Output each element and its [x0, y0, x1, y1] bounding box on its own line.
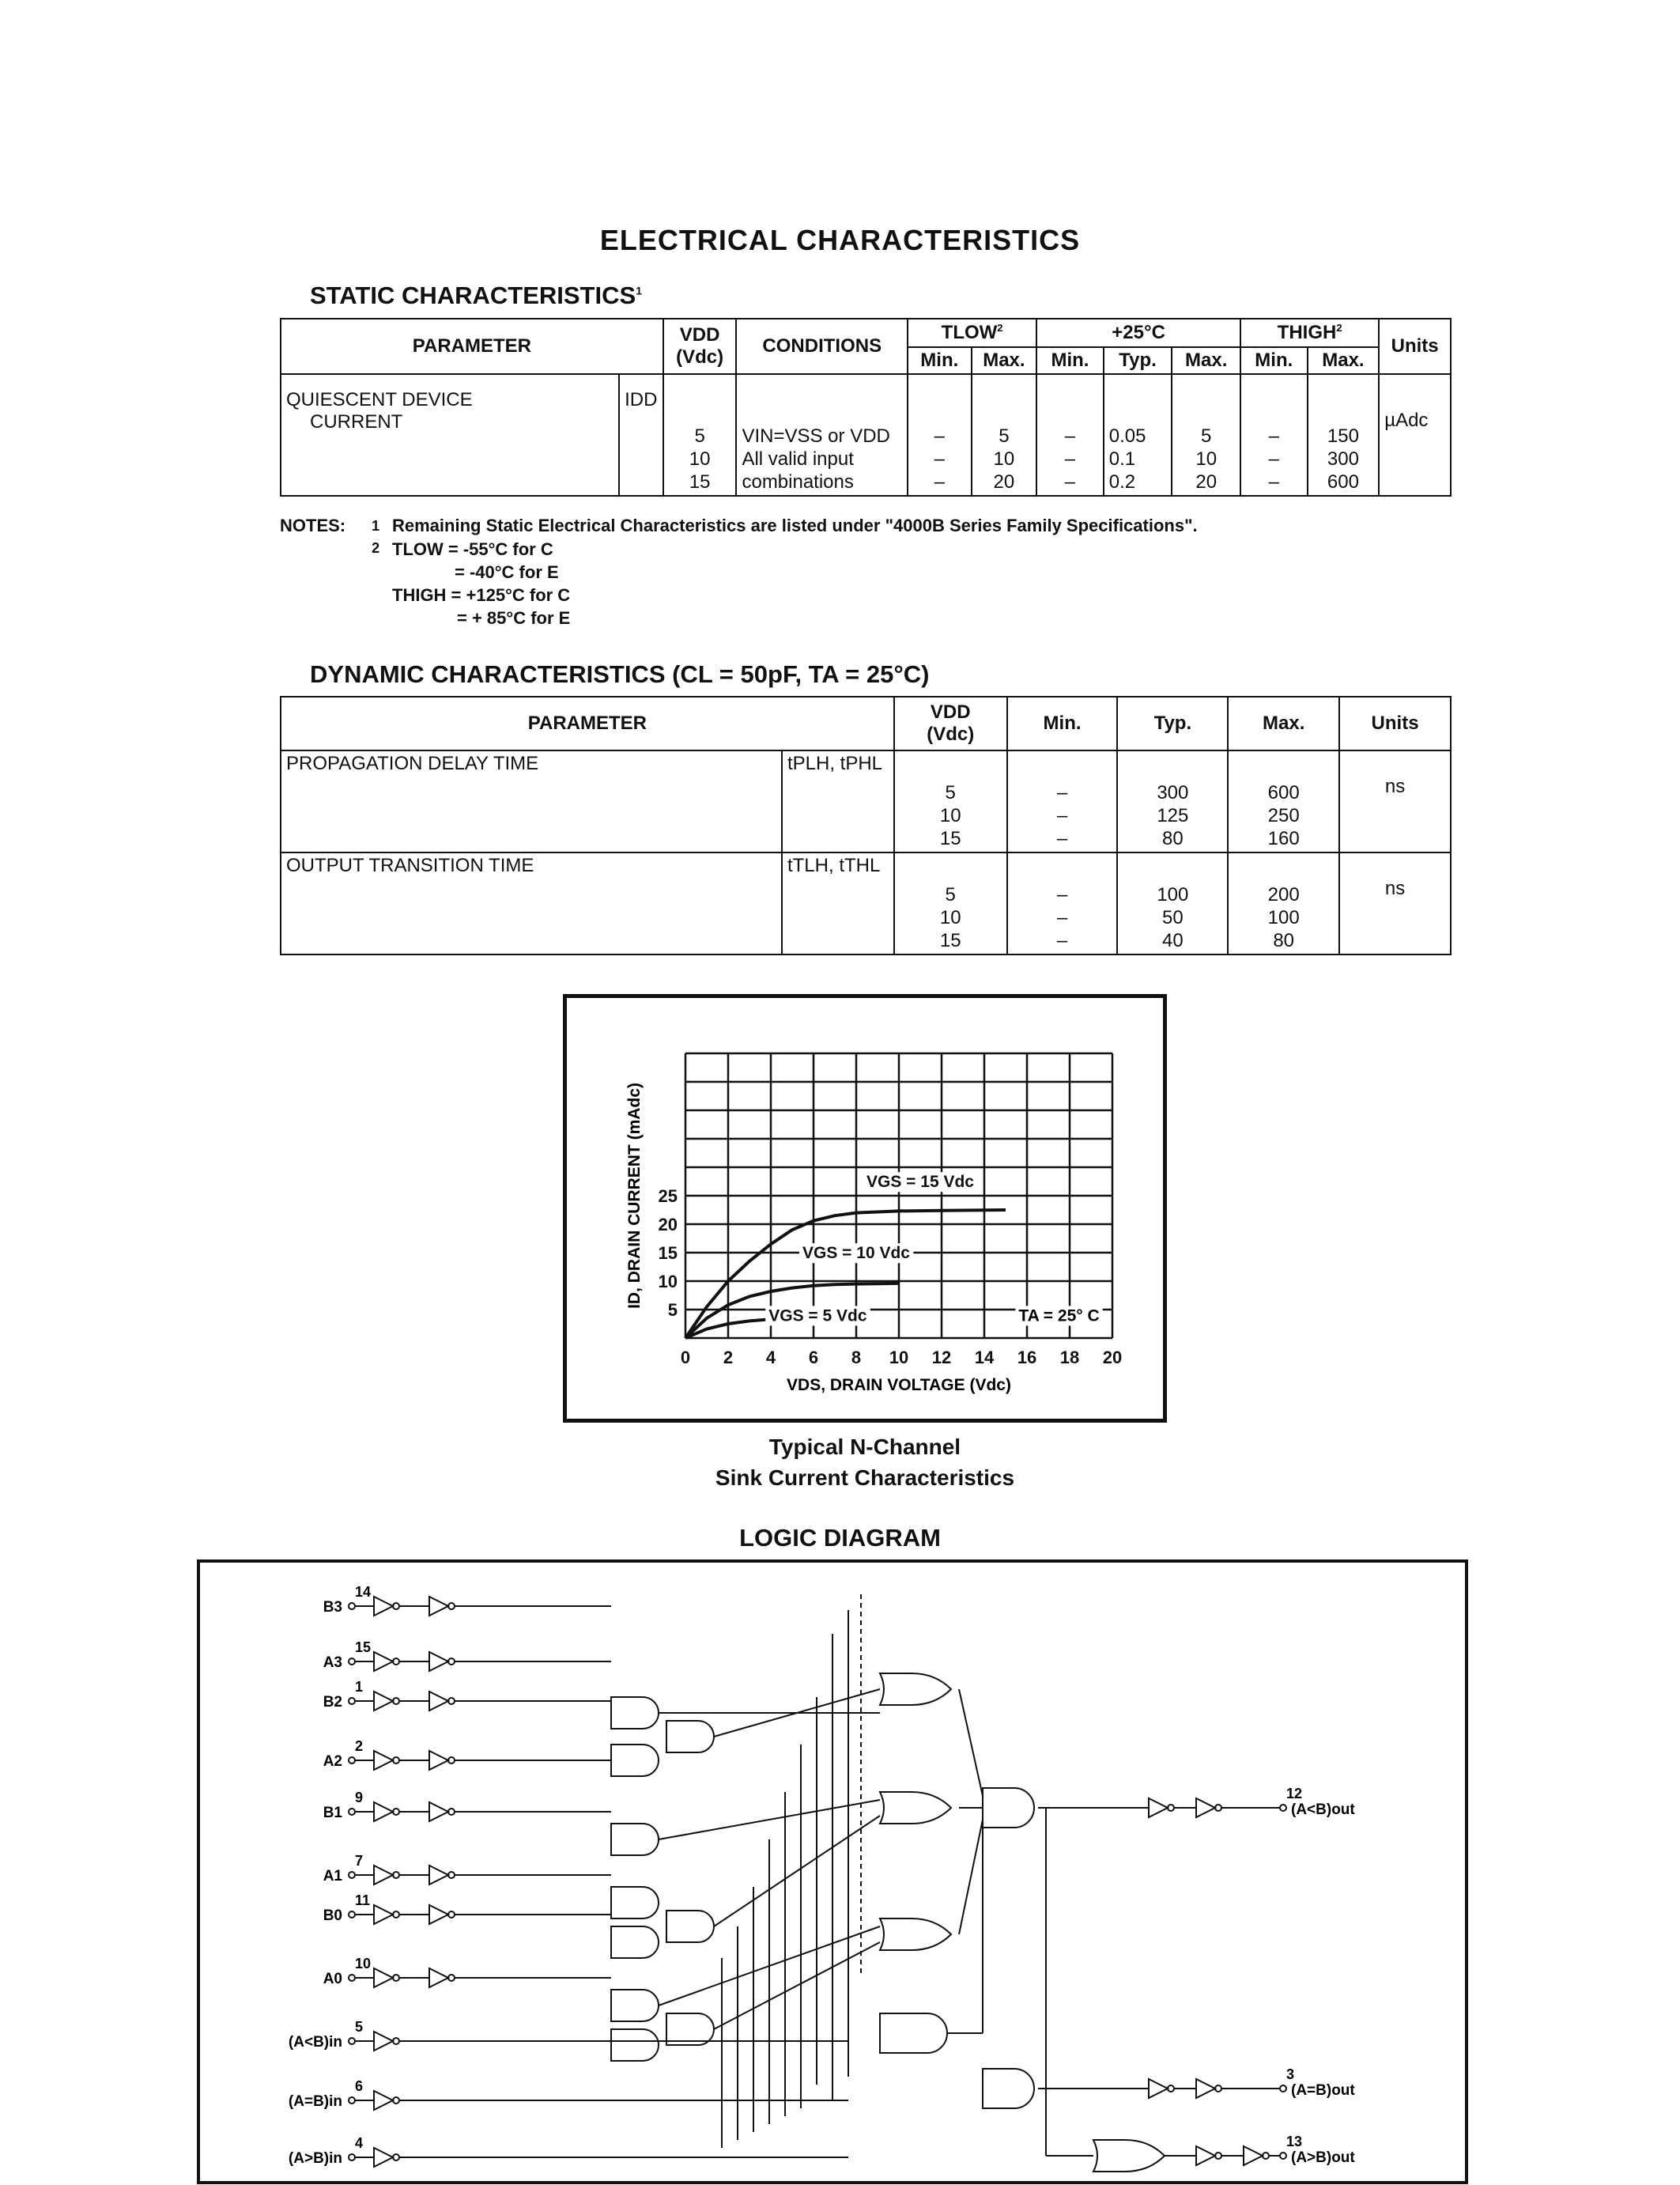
- chart-series-label: VGS = 15 Vdc: [866, 1173, 974, 1192]
- dyn-th-vdd-label: VDD: [930, 701, 971, 723]
- logic-input-8: [323, 1956, 611, 1987]
- chart-y-tick-label: 10: [658, 1272, 678, 1291]
- dyn-row2-vdd: [894, 852, 1007, 955]
- dyn-row1-symbol: tPLH, tPHL: [782, 750, 894, 852]
- inverter-icon: [429, 1597, 448, 1616]
- chart-y-axis-label: ID, DRAIN CURRENT (mAdc): [625, 1083, 644, 1309]
- inverter-icon: [374, 2091, 393, 2110]
- logic-input-pin-circle: [349, 1809, 355, 1815]
- static-vdd-cell: [663, 374, 737, 496]
- chart-annotation: TA = 25° C: [1018, 1306, 1100, 1325]
- th-t25: +25°C: [1036, 319, 1240, 347]
- static-tlow-min-3: –: [934, 471, 945, 493]
- chart-y-tick-label: 15: [658, 1243, 678, 1263]
- dyn-row1-vdd: [894, 750, 1007, 852]
- note-thigh-c: THIGH = +125°C for C: [392, 585, 571, 605]
- dyn-row2-vdd-3: 15: [939, 930, 961, 951]
- logic-input-9: [289, 2019, 848, 2051]
- static-thigh-max-3: 600: [1327, 471, 1359, 493]
- logic-input-pin: 4: [355, 2135, 364, 2151]
- logic-heading: LOGIC DIAGRAM: [739, 1524, 941, 1552]
- static-units: µAdc: [1379, 374, 1451, 496]
- dynamic-table: [280, 696, 1452, 955]
- note-1: Remaining Static Electrical Characteristics are listed under "4000B Series Family Specifications".: [392, 516, 1198, 535]
- static-t25-min-3: –: [1064, 471, 1076, 493]
- chart-caption-line2: Sink Current Characteristics: [715, 1465, 1015, 1490]
- inverter-icon: [374, 2032, 393, 2051]
- inverter-icon: [374, 1751, 393, 1770]
- static-t25-typ-2: 0.1: [1108, 448, 1136, 470]
- logic-input-label: (A<B)in: [288, 2034, 342, 2051]
- chart-x-tick-label: 18: [1059, 1348, 1080, 1367]
- page-title: ELECTRICAL CHARACTERISTICS: [599, 224, 1081, 256]
- dyn-th-units: Units: [1339, 697, 1451, 750]
- inverter-icon: [429, 1968, 448, 1987]
- logic-input-pin: 6: [355, 2078, 364, 2094]
- chart-y-tick-label: 5: [667, 1300, 678, 1320]
- chart-caption: [563, 1431, 1167, 1493]
- th-tlow-note: 2: [997, 322, 1003, 334]
- logic-input-1: [323, 1584, 611, 1616]
- chart-x-tick-label: 20: [1102, 1348, 1123, 1367]
- dyn-row1-vdd-2: 10: [939, 805, 961, 826]
- logic-input-pin-circle: [349, 1975, 355, 1981]
- logic-input-pin: 9: [355, 1790, 364, 1805]
- static-tlow-max: [972, 374, 1037, 496]
- chart-x-tick-label: 6: [808, 1348, 819, 1367]
- logic-input-pin: 5: [355, 2019, 364, 2035]
- logic-input-pin: 1: [355, 1679, 364, 1695]
- dyn-row1-typ-3: 80: [1162, 828, 1184, 849]
- th-tlow-label: TLOW: [941, 322, 998, 343]
- th-t25-max: Max.: [1172, 347, 1240, 374]
- logic-input-label: A3: [323, 1654, 342, 1671]
- logic-inputs: [289, 1584, 848, 2167]
- dyn-th-max: Max.: [1228, 697, 1339, 750]
- logic-input-pin-circle: [349, 1872, 355, 1878]
- logic-input-pin: 7: [355, 1853, 364, 1869]
- static-tlow-max-3: 20: [993, 471, 1015, 493]
- inverter-icon: [429, 1751, 448, 1770]
- static-tlow-max-1: 5: [999, 425, 1010, 447]
- chart-x-tick-label: 12: [931, 1348, 952, 1367]
- logic-input-6: [323, 1853, 611, 1884]
- static-tlow-min-1: –: [934, 425, 945, 447]
- static-condition-3: combinations: [742, 471, 854, 493]
- dyn-row1-typ-2: 125: [1157, 805, 1189, 826]
- inverter-icon: [374, 1597, 393, 1616]
- logic-input-11: [289, 2135, 848, 2167]
- chart-y-tick-label: 20: [658, 1215, 678, 1234]
- dyn-row1-max: [1228, 750, 1339, 852]
- static-t25-typ: [1104, 374, 1172, 496]
- logic-output-pin-circle: [1280, 2153, 1286, 2159]
- inverter-icon: [429, 1652, 448, 1671]
- logic-input-label: (A>B)in: [288, 2150, 342, 2167]
- th-conditions: CONDITIONS: [736, 319, 908, 374]
- static-tlow-min: [908, 374, 972, 496]
- logic-input-5: [323, 1790, 611, 1821]
- chart-x-axis-label: VDS, DRAIN VOLTAGE (Vdc): [787, 1376, 1011, 1394]
- chart-x-tick-label: 16: [1017, 1348, 1037, 1367]
- dyn-row2-max-3: 80: [1273, 930, 1295, 951]
- dyn-row1-min-2: –: [1056, 805, 1068, 826]
- th-tlow-max: Max.: [972, 347, 1037, 374]
- chart-x-tick-label: 8: [851, 1348, 862, 1367]
- logic-input-4: [323, 1738, 611, 1770]
- inverter-icon: [429, 1692, 448, 1711]
- inverter-icon: [429, 1866, 448, 1884]
- dyn-row2-max: [1228, 852, 1339, 955]
- logic-input-label: B2: [323, 1694, 342, 1711]
- logic-output-pin: 13: [1286, 2134, 1303, 2149]
- note-2-marker: 2: [372, 539, 380, 556]
- logic-input-pin: 14: [355, 1584, 372, 1600]
- th-units: Units: [1379, 319, 1451, 374]
- logic-output-label: (A<B)out: [1291, 1801, 1355, 1818]
- note-thigh-e: = + 85°C for E: [457, 608, 571, 628]
- static-t25-max-1: 5: [1201, 425, 1212, 447]
- inverter-icon: [374, 1802, 393, 1821]
- logic-input-pin: 11: [355, 1892, 371, 1908]
- th-tlow-min: Min.: [908, 347, 972, 374]
- dyn-row2-min-1: –: [1056, 884, 1068, 905]
- static-param-line1: QUIESCENT DEVICE: [286, 389, 473, 410]
- dyn-row1-vdd-1: 5: [945, 782, 956, 803]
- static-condition-1: VIN=VSS or VDD: [742, 425, 890, 447]
- dyn-row1-typ-1: 300: [1157, 782, 1189, 803]
- note-tlow-e: = -40°C for E: [455, 562, 559, 582]
- static-param-line2: CURRENT: [310, 411, 403, 433]
- dyn-row2-vdd-1: 5: [945, 884, 956, 905]
- static-thigh-min: [1240, 374, 1308, 496]
- static-thigh-max-2: 300: [1327, 448, 1359, 470]
- inverter-icon: [374, 1692, 393, 1711]
- logic-input-pin-circle: [349, 2038, 355, 2044]
- static-thigh-min-2: –: [1268, 448, 1279, 470]
- logic-input-pin-circle: [349, 1698, 355, 1704]
- static-thigh-min-3: –: [1268, 471, 1279, 493]
- static-symbol: IDD: [619, 374, 663, 496]
- static-t25-max-2: 10: [1195, 448, 1218, 470]
- dyn-row1-min: [1007, 750, 1118, 852]
- dyn-row2-typ-3: 40: [1162, 930, 1184, 951]
- dyn-th-vdd: [894, 697, 1007, 750]
- dyn-row2-min-2: –: [1056, 907, 1068, 928]
- logic-input-label: B3: [323, 1599, 342, 1616]
- dyn-th-vdd-unit: (Vdc): [927, 724, 975, 745]
- dyn-row2-typ-2: 50: [1162, 907, 1184, 928]
- th-tlow: [908, 319, 1036, 347]
- th-parameter: PARAMETER: [281, 319, 663, 374]
- logic-output-pin-circle: [1280, 2085, 1286, 2092]
- static-param-cell: [281, 374, 619, 496]
- dyn-row1-max-1: 600: [1267, 782, 1300, 803]
- logic-input-label: B1: [323, 1805, 342, 1821]
- logic-input-7: [323, 1892, 611, 1924]
- logic-input-label: A2: [323, 1753, 342, 1770]
- th-vdd-unit: (Vdc): [676, 346, 724, 368]
- dyn-row2-typ-1: 100: [1157, 884, 1189, 905]
- logic-input-pin-circle: [349, 1911, 355, 1918]
- dyn-row1-min-1: –: [1056, 782, 1068, 803]
- inverter-icon: [374, 1905, 393, 1924]
- static-vdd-15: 15: [689, 471, 711, 493]
- chart-y-tick-label: 25: [658, 1186, 678, 1206]
- notes-label: NOTES:: [280, 516, 346, 535]
- static-tlow-min-2: –: [934, 448, 945, 470]
- logic-output-pin: 12: [1286, 1786, 1303, 1801]
- logic-input-pin-circle: [349, 2154, 355, 2160]
- dynamic-heading: DYNAMIC CHARACTERISTICS (CL = 50pF, TA = 25°C): [310, 660, 930, 688]
- logic-input-pin: 10: [355, 1956, 372, 1971]
- dyn-row2-max-1: 200: [1267, 884, 1300, 905]
- static-t25-typ-1: 0.05: [1108, 425, 1146, 447]
- logic-input-10: [289, 2078, 848, 2110]
- static-t25-typ-3: 0.2: [1108, 471, 1136, 493]
- logic-frame: [197, 1559, 1468, 2184]
- static-heading-note: 1: [636, 284, 642, 297]
- th-vdd: [663, 319, 737, 374]
- static-heading-text: STATIC CHARACTERISTICS: [310, 282, 636, 309]
- dyn-row1-vdd-3: 15: [939, 828, 961, 849]
- inverter-icon: [374, 1968, 393, 1987]
- logic-output-label: (A>B)out: [1291, 2149, 1355, 2166]
- logic-output-label: (A=B)out: [1291, 2082, 1355, 2099]
- dyn-th-min: Min.: [1007, 697, 1118, 750]
- logic-output-2: [1221, 2066, 1355, 2099]
- logic-input-pin-circle: [349, 1603, 355, 1609]
- dyn-row2-units: ns: [1339, 852, 1451, 955]
- dyn-row2-min: [1007, 852, 1118, 955]
- static-thigh-max: [1308, 374, 1380, 496]
- logic-output-pin: 3: [1286, 2066, 1295, 2082]
- th-thigh-label: THIGH: [1277, 322, 1337, 343]
- static-conditions-cell: [736, 374, 908, 496]
- logic-input-pin-circle: [349, 1757, 355, 1763]
- th-t25-min: Min.: [1036, 347, 1104, 374]
- note-1-marker: 1: [372, 517, 380, 534]
- th-thigh-max: Max.: [1308, 347, 1380, 374]
- logic-output-pin-circle: [1280, 1805, 1286, 1811]
- dyn-row1-units: ns: [1339, 750, 1451, 852]
- inverter-icon: [374, 1866, 393, 1884]
- logic-input-pin: 2: [355, 1738, 364, 1754]
- static-thigh-max-1: 150: [1327, 425, 1359, 447]
- th-thigh-min: Min.: [1240, 347, 1308, 374]
- static-condition-2: All valid input: [742, 448, 854, 470]
- inverter-icon: [374, 1652, 393, 1671]
- static-table: [280, 318, 1452, 497]
- static-heading: [310, 282, 642, 310]
- logic-input-2: [323, 1639, 611, 1671]
- static-vdd-5: 5: [694, 425, 705, 447]
- dyn-row2-parameter: OUTPUT TRANSITION TIME: [281, 852, 782, 955]
- static-t25-min-2: –: [1064, 448, 1076, 470]
- static-t25-min: [1036, 374, 1104, 496]
- chart-x-tick-label: 14: [974, 1348, 995, 1367]
- static-tlow-max-2: 10: [993, 448, 1015, 470]
- logic-input-label: A1: [323, 1868, 342, 1884]
- logic-output-1: [1221, 1786, 1355, 1818]
- logic-internal-wiring: [611, 1594, 1269, 2172]
- inverter-icon: [429, 1905, 448, 1924]
- dyn-row2-symbol: tTLH, tTHL: [782, 852, 894, 955]
- static-vdd-10: 10: [689, 448, 711, 470]
- dyn-row1-typ: [1117, 750, 1228, 852]
- chart-series-label: VGS = 10 Vdc: [802, 1244, 910, 1263]
- dyn-row1-max-3: 160: [1267, 828, 1300, 849]
- chart-x-tick-label: 4: [765, 1348, 776, 1367]
- dyn-row1-min-3: –: [1056, 828, 1068, 849]
- dyn-th-parameter: PARAMETER: [281, 697, 894, 750]
- th-t25-typ: Typ.: [1104, 347, 1172, 374]
- logic-input-pin-circle: [349, 2097, 355, 2104]
- logic-input-3: [323, 1679, 611, 1711]
- dyn-row2-min-3: –: [1056, 930, 1068, 951]
- th-thigh-note: 2: [1336, 322, 1342, 334]
- chart-x-tick-label: 0: [680, 1348, 691, 1367]
- dyn-row1-max-2: 250: [1267, 805, 1300, 826]
- logic-output-3: [1269, 2134, 1355, 2166]
- chart-frame: [563, 994, 1167, 1423]
- dyn-row2-vdd-2: 10: [939, 907, 961, 928]
- static-t25-min-1: –: [1064, 425, 1076, 447]
- dyn-row2-max-2: 100: [1267, 907, 1300, 928]
- note-tlow-c: TLOW = -55°C for C: [392, 539, 553, 559]
- chart-caption-line1: Typical N-Channel: [768, 1435, 961, 1459]
- dyn-row1-parameter: PROPAGATION DELAY TIME: [281, 750, 782, 852]
- th-vdd-label: VDD: [679, 324, 720, 346]
- th-thigh: [1240, 319, 1379, 347]
- logic-diagram: [200, 1563, 1465, 2181]
- logic-input-pin-circle: [349, 1658, 355, 1665]
- dyn-row2-typ: [1117, 852, 1228, 955]
- chart-x-tick-label: 2: [723, 1348, 734, 1367]
- logic-outputs: [1221, 1786, 1355, 2166]
- inverter-icon: [374, 2148, 393, 2167]
- chart-series-label: VGS = 5 Vdc: [768, 1306, 867, 1325]
- drain-current-chart: [567, 998, 1163, 1419]
- inverter-icon: [429, 1802, 448, 1821]
- logic-input-label: A0: [323, 1971, 342, 1987]
- static-t25-max-3: 20: [1195, 471, 1218, 493]
- static-thigh-min-1: –: [1268, 425, 1279, 447]
- logic-input-label: B0: [323, 1907, 342, 1924]
- logic-input-label: (A=B)in: [288, 2093, 342, 2110]
- static-t25-max: [1172, 374, 1240, 496]
- dyn-th-typ: Typ.: [1117, 697, 1228, 750]
- chart-x-tick-label: 10: [889, 1348, 909, 1367]
- logic-input-pin: 15: [355, 1639, 372, 1655]
